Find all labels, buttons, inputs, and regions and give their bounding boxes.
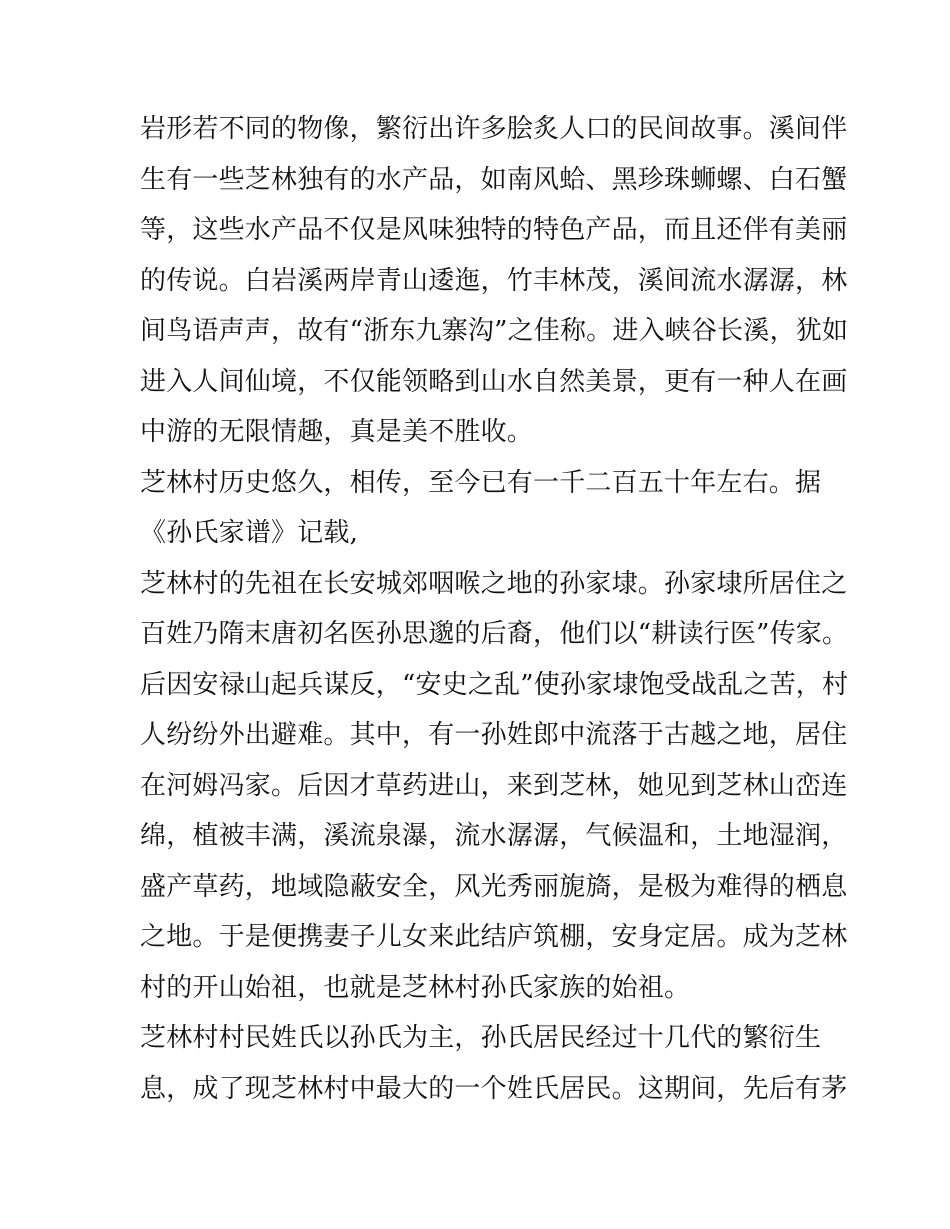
- body-text: [140, 104, 849, 1114]
- text-line: 之地。于是便携妻子儿女来此结庐筑棚，安身定居。成为芝林: [140, 922, 848, 952]
- text-line: 生有一些芝林独有的水产品，如南风蛤、黑珍珠蛳螺、白石蟹: [140, 164, 848, 195]
- text-line: 绵，植被丰满，溪流泉瀑，流水潺潺，气候温和，土地湿润，: [140, 821, 848, 851]
- text-line: 盛产草药，地域隐蔽安全，风光秀丽旎旖，是极为难得的栖息: [140, 871, 848, 902]
- text-line: 中游的无限情趣，真是美不胜收。: [140, 417, 534, 447]
- text-line: 《孙氏家谱》记载,: [140, 518, 359, 548]
- text-line: 息，成了现芝林村中最大的一个姓氏居民。这期间，先后有茅: [140, 1073, 848, 1104]
- text-line: 芝林村的先祖在长安城郊咽喉之地的孙家埭。孙家埭所居住之: [140, 568, 848, 599]
- text-line: 间鸟语声声，故有“浙东九寨沟”之佳称。进入峡谷长溪，犹如: [140, 316, 849, 346]
- text-line: 人纷纷外出避难。其中，有一孙姓郎中流落于古越之地，居住: [140, 720, 848, 750]
- text-line: 进入人间仙境，不仅能领略到山水自然美景，更有一种人在画: [140, 366, 848, 397]
- text-line: 等，这些水产品不仅是风味独特的特色产品，而且还伴有美丽: [140, 215, 848, 245]
- text-line: 百姓乃隋末唐初名医孙思邈的后裔，他们以“耕读行医”传家。: [140, 619, 849, 649]
- text-line: 芝林村村民姓氏以孙氏为主，孙氏居民经过十几代的繁衍生: [140, 1023, 822, 1053]
- text-line: 的传说。白岩溪两岸青山逶迤，竹丰林茂，溪间流水潺潺，林: [140, 265, 848, 296]
- text-line: 后因安禄山起兵谋反，“安史之乱”使孙家埭饱受战乱之苦，村: [140, 669, 849, 700]
- text-line: 岩形若不同的物像，繁衍出许多脍炙人口的民间故事。溪间伴: [140, 114, 848, 144]
- text-line: 村的开山始祖，也就是芝林村孙氏家族的始祖。: [140, 972, 691, 1003]
- text-line: 在河姆冯家。后因才草药进山，来到芝林，她见到芝林山峦连: [140, 770, 848, 801]
- text-line: 芝林村历史悠久，相传，至今已有一千二百五十年左右。据: [140, 467, 822, 498]
